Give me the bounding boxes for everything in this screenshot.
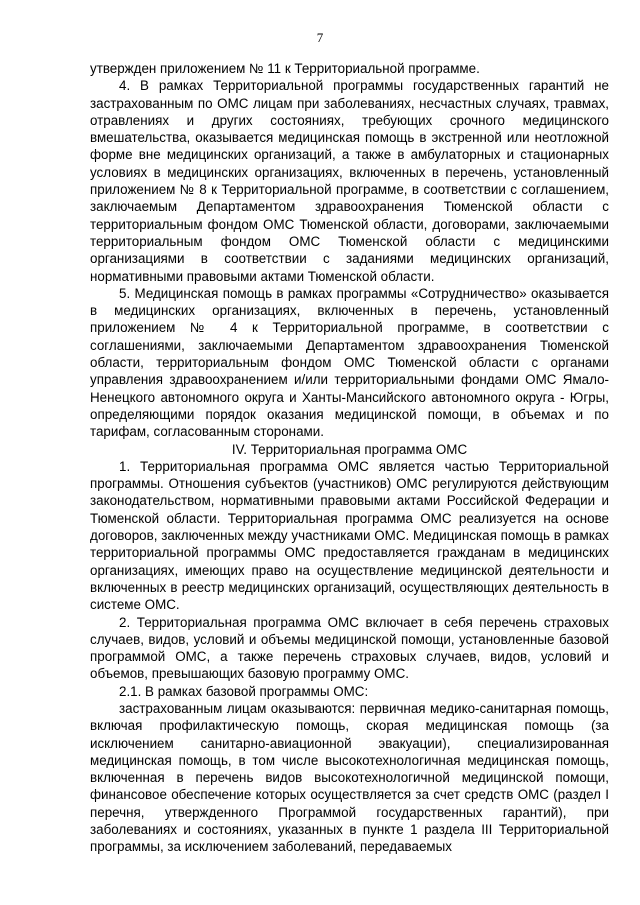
- paragraph-iv-1: 1. Территориальная программа ОМС является частью Территориальной программы. Отношения субъектов (участников) ОМС регулируются действующим законодательством, нормативными правовыми актами Российской Федерации и Тюменской области. Территориальная программа ОМС реализуется на основе договоров, заключенных между участниками ОМС. Медицинская помощь в рамках территориальной программы ОМС предоставляется гражданам в медицинских организациях, имеющих право на осуществление медицинской деятельности и включенных в реестр медицинских организаций, осуществляющих деятельность в системе ОМС.: [90, 458, 609, 613]
- paragraph-4: 4. В рамках Территориальной программы государственных гарантий не застрахованным по ОМС лицам при заболеваниях, несчастных случаях, травмах, отравлениях и других состояниях, требующих срочного медицинского вмешательства, оказывается медицинская помощь в экстренной или неотложной форме вне медицинских организаций, а также в амбулаторных и стационарных условиях в медицинских организациях, включенных в перечень, установленный приложением № 8 к Территориальной программе, в соответствии с соглашением, заключаемым Департаментом здравоохранения Тюменской области с территориальным фондом ОМС Тюменской области, договорами, заключаемыми территориальным фондом ОМС Тюменской области с медицинскими организациями в соответствии с заданиями медицинских организаций, нормативными правовыми актами Тюменской области.: [90, 78, 609, 284]
- page-number: 7: [316, 30, 324, 45]
- paragraph-insured-persons: застрахованным лицам оказываются: первичная медико-санитарная помощь, включая профилактическую помощь, скорая медицинская помощь (за исключением санитарно-авиационной эвакуации), специализированная медицинская помощь, в том числе высокотехнологичная медицинская помощь, включенная в перечень видов высокотехнологичной медицинской помощи, финансовое обеспечение которых осуществляется за счет средств ОМС (раздел I перечня, утвержденного Программой государственных гарантий), при заболеваниях и состояниях, указанных в пункте 1 раздела III Территориальной программы, за исключением заболеваний, передаваемых: [90, 700, 609, 855]
- paragraph-iv-2-1: 2.1. В рамках базовой программы ОМС:: [119, 683, 369, 699]
- section-heading-iv: IV. Территориальная программа ОМС: [231, 441, 468, 457]
- document-body: [90, 60, 609, 856]
- paragraph-iv-2: 2. Территориальная программа ОМС включает в себя перечень страховых случаев, видов, условий и объемы медицинской помощи, установленные базовой программой ОМС, а также перечень страховых случаев, видов, условий и объемов, превышающих базовую программу ОМС.: [90, 614, 609, 682]
- paragraph-5: 5. Медицинская помощь в рамках программы «Сотрудничество» оказывается в медицинских организациях, включенных в перечень, установленный приложением № 4 к Территориальной программе, в соответствии с соглашениями, заключаемыми Департаментом здравоохранения Тюменской области, территориальным фондом ОМС Тюменской области с органами управления здравоохранением и/или территориальными фондами ОМС Ямало-Ненецкого автономного округа и Ханты-Мансийского автономного округа - Югры, определяющими порядок оказания медицинской помощи, в объемах и по тарифам, согласованным сторонами.: [90, 285, 609, 440]
- paragraph-continued: утвержден приложением № 11 к Территориальной программе.: [90, 61, 480, 76]
